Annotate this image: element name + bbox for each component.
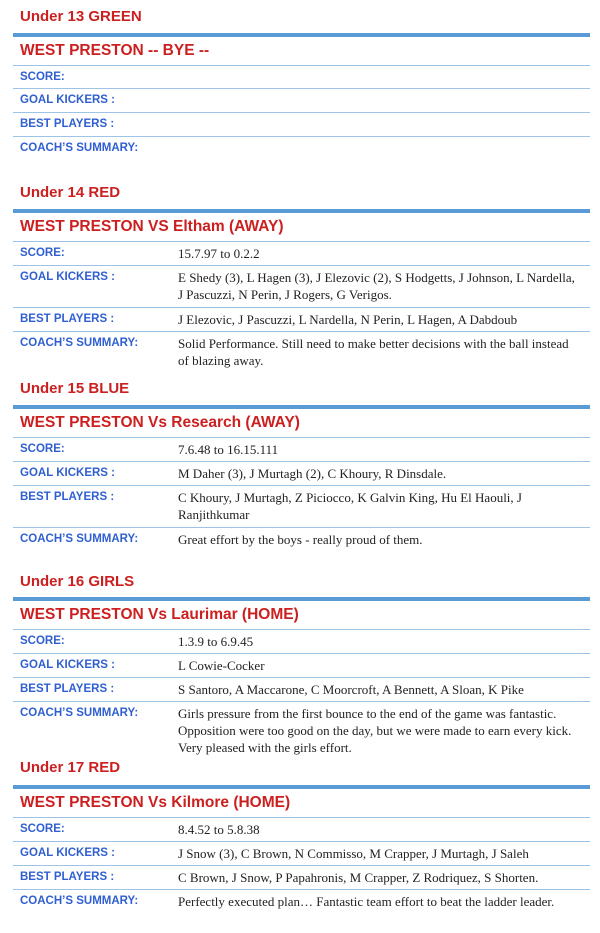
best-players-row <box>13 866 590 890</box>
goal-kickers-value: L Cowie-Cocker <box>178 658 265 673</box>
best-players-value: J Elezovic, J Pascuzzi, L Nardella, N Perin, L Hagen, A Dabdoub <box>178 312 518 327</box>
score-value <box>178 66 590 88</box>
goal-kickers-row <box>13 842 590 866</box>
best-players-value <box>178 113 590 136</box>
score-value: 1.3.9 to 6.9.45 <box>178 634 254 649</box>
score-row <box>13 242 590 266</box>
score-value: 15.7.97 to 0.2.2 <box>178 246 260 261</box>
match-table-u14 <box>13 209 590 374</box>
best-players-row <box>13 486 590 528</box>
goal-kickers-row <box>13 89 590 113</box>
score-row <box>13 438 590 462</box>
best-players-value: C Brown, J Snow, P Papahronis, M Crapper, Z Rodriquez, S Shorten. <box>178 870 539 885</box>
coach-summary-value: Perfectly executed plan… Fantastic team effort to beat the ladder leader. <box>178 894 555 909</box>
coach-summary-row <box>13 332 590 374</box>
match-heading: WEST PRESTON VS Eltham (AWAY) <box>13 213 590 242</box>
section-title-u14: Under 14 RED <box>20 184 121 201</box>
coach-summary-value <box>178 137 590 160</box>
best-players-label: BEST PLAYERS : <box>20 871 115 883</box>
match-table-u13 <box>13 33 590 160</box>
coach-summary-row <box>13 137 590 160</box>
coach-summary-value: Girls pressure from the first bounce to the end of the game was fantastic. Opposition were too good on the day, but we were made to earn every kick. Very pleased with the girls effort. <box>178 706 572 755</box>
coach-summary-label: COACH’S SUMMARY: <box>20 337 139 349</box>
best-players-label: BEST PLAYERS : <box>20 118 115 130</box>
score-row <box>13 630 590 654</box>
best-players-value: C Khoury, J Murtagh, Z Piciocco, K Galvin King, Hu El Haouli, J Ranjithkumar <box>178 490 522 522</box>
goal-kickers-value <box>178 89 590 112</box>
goal-kickers-label: GOAL KICKERS : <box>20 467 115 479</box>
coach-summary-label: COACH’S SUMMARY: <box>20 533 139 545</box>
match-heading: WEST PRESTON -- BYE -- <box>13 37 590 66</box>
coach-summary-row <box>13 890 590 914</box>
score-value: 7.6.48 to 16.15.111 <box>178 442 279 457</box>
coach-summary-row <box>13 702 590 758</box>
section-title-u17: Under 17 RED <box>20 759 121 776</box>
best-players-value: S Santoro, A Maccarone, C Moorcroft, A Bennett, A Sloan, K Pike <box>178 682 524 697</box>
goal-kickers-value: M Daher (3), J Murtagh (2), C Khoury, R Dinsdale. <box>178 466 447 481</box>
coach-summary-row <box>13 528 590 552</box>
coach-summary-value: Great effort by the boys - really proud of them. <box>178 532 423 547</box>
match-heading: WEST PRESTON Vs Laurimar (HOME) <box>13 601 590 630</box>
score-row <box>13 818 590 842</box>
score-row <box>13 66 590 89</box>
match-table-u15 <box>13 405 590 552</box>
best-players-row <box>13 113 590 137</box>
coach-summary-label: COACH’S SUMMARY: <box>20 895 139 907</box>
score-label: SCORE: <box>20 635 65 647</box>
best-players-row <box>13 678 590 702</box>
score-value: 8.4.52 to 5.8.38 <box>178 822 260 837</box>
goal-kickers-row <box>13 462 590 486</box>
coach-summary-label: COACH’S SUMMARY: <box>20 142 139 154</box>
goal-kickers-value: J Snow (3), C Brown, N Commisso, M Crapper, J Murtagh, J Saleh <box>178 846 529 861</box>
goal-kickers-row <box>13 266 590 308</box>
match-table-u16 <box>13 597 590 758</box>
goal-kickers-row <box>13 654 590 678</box>
score-label: SCORE: <box>20 247 65 259</box>
match-table-u17 <box>13 785 590 914</box>
section-title-u13: Under 13 GREEN <box>20 8 142 25</box>
goal-kickers-label: GOAL KICKERS : <box>20 659 115 671</box>
section-title-u15: Under 15 BLUE <box>20 380 130 397</box>
goal-kickers-label: GOAL KICKERS : <box>20 94 115 106</box>
coach-summary-label: COACH’S SUMMARY: <box>20 707 139 719</box>
match-heading: WEST PRESTON Vs Research (AWAY) <box>13 409 590 438</box>
match-heading: WEST PRESTON Vs Kilmore (HOME) <box>13 789 590 818</box>
best-players-label: BEST PLAYERS : <box>20 491 115 503</box>
best-players-label: BEST PLAYERS : <box>20 683 115 695</box>
coach-summary-value: Solid Performance. Still need to make better decisions with the ball instead of blazing away. <box>178 336 569 368</box>
best-players-label: BEST PLAYERS : <box>20 313 115 325</box>
goal-kickers-label: GOAL KICKERS : <box>20 847 115 859</box>
goal-kickers-label: GOAL KICKERS : <box>20 271 115 283</box>
score-label: SCORE: <box>20 71 65 83</box>
best-players-row <box>13 308 590 332</box>
score-label: SCORE: <box>20 443 65 455</box>
score-label: SCORE: <box>20 823 65 835</box>
section-title-u16: Under 16 GIRLS <box>20 573 135 590</box>
goal-kickers-value: E Shedy (3), L Hagen (3), J Elezovic (2), S Hodgetts, J Johnson, L Nardella, J Pascuzzi, N Perin, J Rogers, G Verigos. <box>178 270 575 302</box>
